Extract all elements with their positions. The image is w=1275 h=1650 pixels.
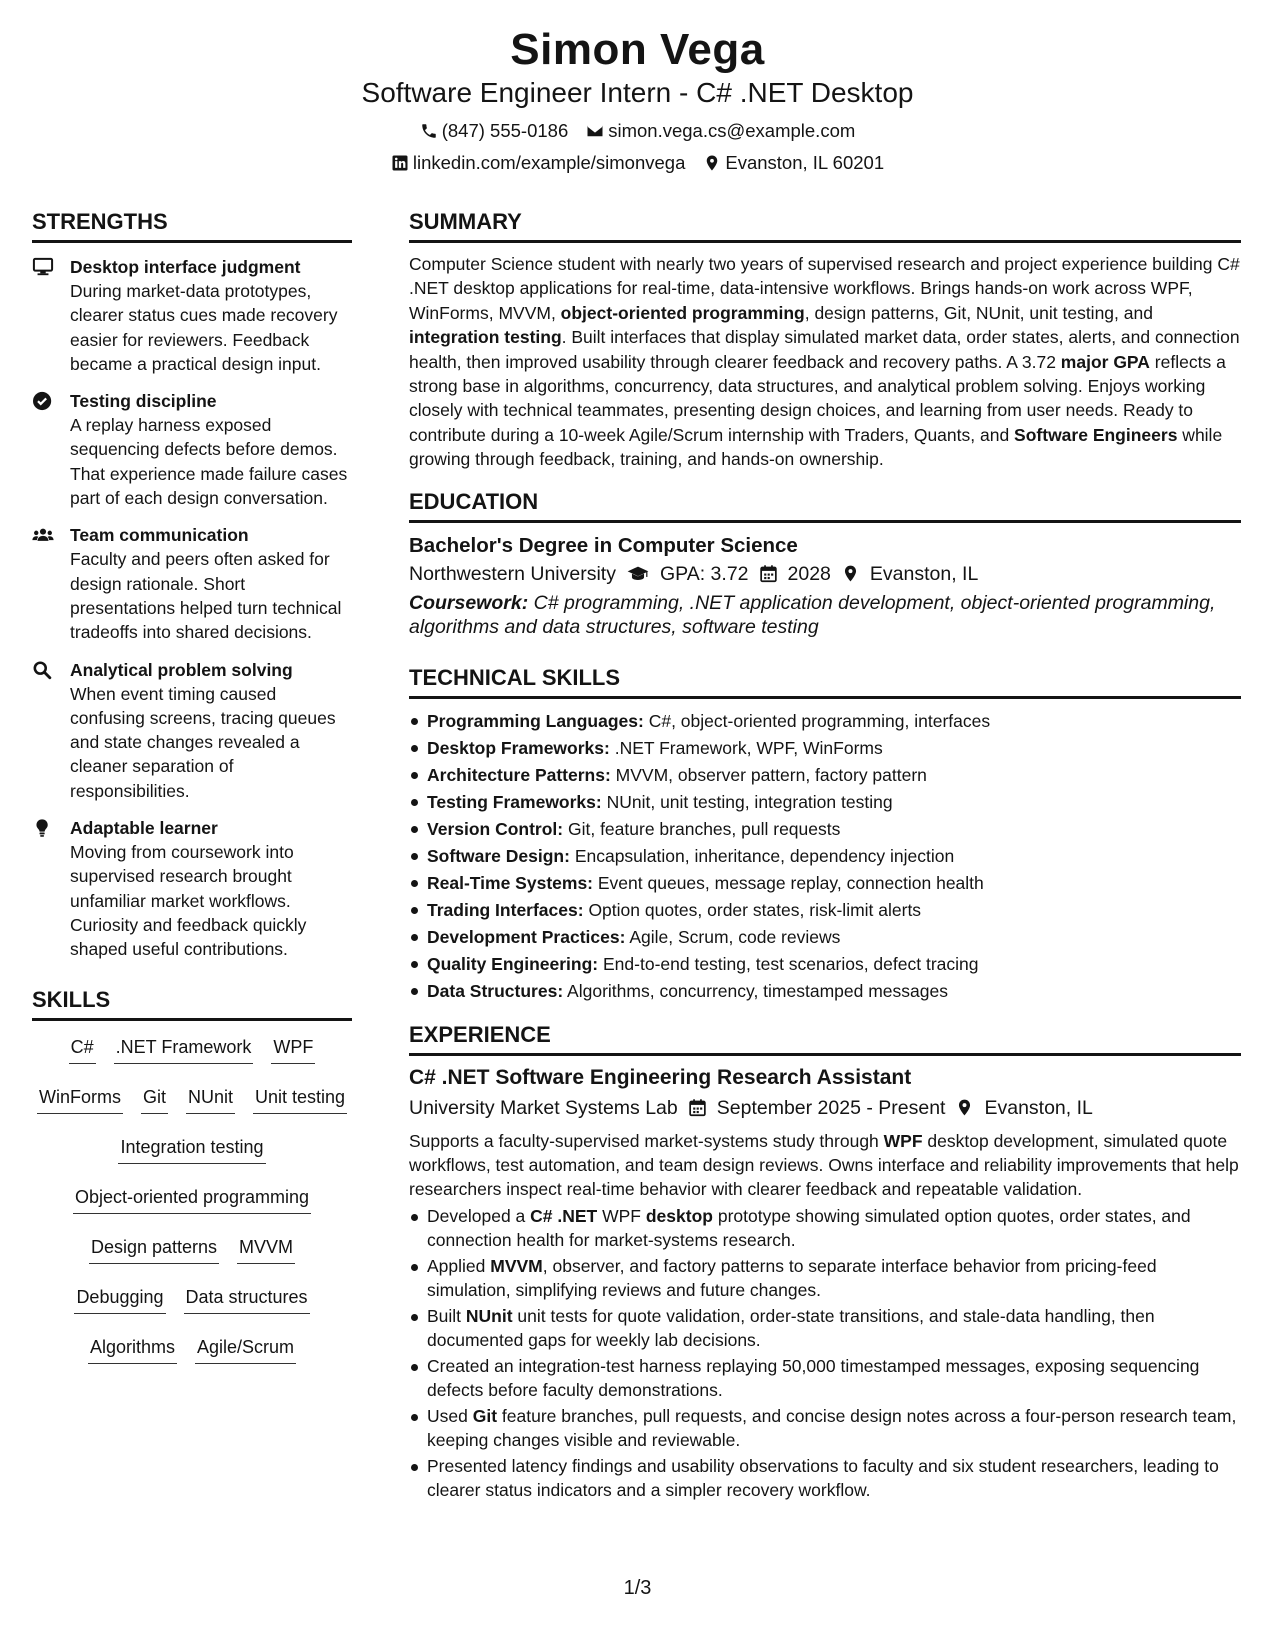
technical-skill-item [409,978,1241,1005]
technical-skill-item [409,924,1241,951]
text-run: prototype showing simulated option quotes, order states, and connection health for market-systems research. [427,1205,1191,1250]
emphasis-text: NUnit [465,1305,513,1326]
technical-skill-item [409,735,1241,762]
skill-category-value: Agile, Scrum, code reviews [625,926,841,947]
technical-skill-item [409,762,1241,789]
right-column [409,208,1241,1504]
experience-bullets [409,1204,1241,1503]
skill-tag: .NET Framework [114,1035,254,1064]
skill-tag-row [32,1035,352,1064]
skill-category-value: Option quotes, order states, risk-limit alerts [583,899,922,920]
skill-category-label: Programming Languages: [427,710,644,731]
contact-line-2 [0,152,1275,174]
skill-category-value: C#, object-oriented programming, interfaces [643,710,991,731]
strength-item [32,816,352,961]
strength-description: Faculty and peers often asked for design rationale. Short presentations helped turn technical tradeoffs into shared decisions. [70,549,342,643]
skill-category-label: Testing Frameworks: [427,791,602,812]
experience-bullet [409,1254,1241,1303]
technical-skill-item [409,789,1241,816]
skill-tag-row [32,1185,352,1214]
education-details [409,559,1241,589]
text-run: Created an integration-test harness replaying 50,000 timestamped messages, exposing sequencing defects before faculty demonstrations. [427,1355,1200,1401]
technical-skill-item [409,816,1241,843]
strength-item [32,658,352,803]
map-pin-icon [703,154,721,172]
skill-tag: Debugging [74,1285,165,1314]
skill-tag: WinForms [37,1085,123,1114]
search-icon [32,660,54,680]
skill-category-label: Desktop Frameworks: [427,737,610,758]
technical-skill-item [409,951,1241,978]
emphasis-text: WPF [883,1130,923,1151]
page-number: 1/3 [623,1577,652,1599]
job-location: Evanston, IL [984,1096,1093,1119]
strength-item [32,389,352,510]
skill-category-value: Event queues, message replay, connection health [593,872,984,893]
skill-category-value: End-to-end testing, test scenarios, defect tracing [598,953,979,974]
emphasis-text: Git [472,1405,498,1426]
skill-category-value: Algorithms, concurrency, timestamped messages [563,980,948,1001]
calendar-icon [688,1098,707,1117]
location-text: Evanston, IL 60201 [725,152,885,173]
emphasis-text: major GPA [1060,351,1150,372]
skill-tag: Agile/Scrum [195,1335,296,1364]
coursework-text: C# programming, .NET application development, object-oriented programming, algorithms and data structures, software testing [409,591,1216,639]
skill-tag: Data structures [184,1285,310,1314]
graduation-cap-icon [626,564,650,583]
linkedin-contact[interactable] [391,152,686,174]
text-run: Used [427,1405,473,1426]
strength-title: Analytical problem solving [70,659,293,680]
phone-contact[interactable] [420,120,569,142]
skill-tag: Object-oriented programming [73,1185,311,1214]
skill-tag-row [32,1135,352,1164]
strength-description: When event timing caused confusing screens, tracing queues and state changes revealed a cleaner separation of responsibilities. [70,683,336,801]
graduation-year: 2028 [787,562,831,585]
text-run: . Built interfaces that display simulated market data, order states, alerts, and connection health, then improved usability through clearer feedback and recovery paths. A 3.72 [409,327,1240,372]
phone-icon [420,122,438,140]
emphasis-text: C# .NET [530,1205,598,1226]
experience-bullet [409,1404,1241,1453]
skill-tag: Git [141,1085,168,1114]
text-run: Applied [427,1255,491,1276]
skill-category-value: Git, feature branches, pull requests [563,818,841,839]
skill-tag-row [32,1235,352,1264]
resume-header [0,24,1275,174]
coursework-label: Coursework: [409,591,529,614]
experience-bullet [409,1354,1241,1403]
technical-skills-list [409,708,1241,1005]
school-name: Northwestern University [409,562,616,585]
skill-category-value: .NET Framework, WPF, WinForms [609,737,883,758]
users-icon [32,525,54,545]
skill-category-value: MVVM, observer pattern, factory pattern [610,764,927,785]
skill-category-label: Trading Interfaces: [427,899,584,920]
strength-title: Desktop interface judgment [70,257,301,277]
skill-category-label: Version Control: [427,818,564,839]
emphasis-text: MVVM [490,1255,543,1276]
summary-paragraph [409,252,1241,472]
text-run: Supports a faculty-supervised market-systems study through [409,1130,884,1151]
education-location: Evanston, IL [869,562,979,585]
experience-heading: EXPERIENCE [409,1021,1241,1056]
emphasis-text: desktop [645,1205,713,1226]
candidate-title: Software Engineer Intern - C# .NET Desktop [361,77,914,108]
skill-tag: Algorithms [88,1335,177,1364]
job-dates: September 2025 - Present [716,1096,946,1119]
strength-title: Adaptable learner [70,818,218,839]
text-run: Developed a [427,1205,531,1226]
job-details [409,1092,1241,1124]
text-run: Built [427,1305,466,1326]
emphasis-text: object-oriented programming [560,302,805,323]
skill-tag: Design patterns [89,1235,219,1264]
candidate-name: Simon Vega [510,25,765,74]
experience-bullet [409,1454,1241,1503]
technical-skills-heading: TECHNICAL SKILLS [409,664,1241,699]
strength-description: Moving from coursework into supervised research brought unfamiliar market workflows. Curiosity and feedback quickly shaped useful contributions. [70,842,307,960]
text-run: reflects a strong base in algorithms, concurrency, data structures, and analytical problem solving. Enjoys working closely with technical teammates, presenting design choices, and learning from user needs. Ready to contribute during a 10-week Agile/Scrum internship with Traders, Quants, and [409,351,1226,445]
strength-item [32,255,352,376]
skill-category-label: Architecture Patterns: [427,764,611,785]
email-contact[interactable] [586,120,855,142]
text-run: , observer, and factory patterns to separate interface behavior from pricing-feed simulation, simplifying reviews and future changes. [427,1255,1157,1300]
text-run: Presented latency findings and usability observations to faculty and six student researchers, leading to clearer status indicators and a simpler recovery workflow. [427,1456,1219,1501]
strength-title: Testing discipline [70,391,217,412]
skill-category-label: Data Structures: [427,980,564,1001]
email-text: simon.vega.cs@example.com [608,120,856,141]
skill-category-value: NUnit, unit testing, integration testing [601,791,893,812]
strengths-list [32,255,352,962]
technical-skill-item [409,870,1241,897]
text-run: feature branches, pull requests, and concise design notes across a four-person research team, keeping changes visible and reviewable. [427,1405,1237,1451]
skill-tag: Integration testing [118,1135,265,1164]
skill-tag: C# [69,1035,96,1064]
strength-item [32,523,352,644]
phone-text: (847) 555-0186 [441,120,569,141]
strength-title: Team communication [70,525,249,546]
emphasis-text: integration testing [409,327,562,348]
summary-heading: SUMMARY [409,208,1241,243]
skill-tag-row [32,1335,352,1364]
gpa-text: GPA: 3.72 [659,562,749,585]
degree-title: Bachelor's Degree in Computer Science [409,533,798,557]
strength-description: A replay harness exposed sequencing defects before demos. That experience made failure cases part of each design conversation. [70,415,348,509]
strength-description: During market-data prototypes, clearer status cues made recovery easier for reviewers. Feedback became a practical design input. [70,281,338,374]
education-heading: EDUCATION [409,488,1241,523]
job-summary [409,1129,1241,1202]
technical-skill-item [409,843,1241,870]
linkedin-icon [391,154,409,172]
skill-category-label: Software Design: [427,845,570,866]
left-column [32,208,352,1385]
lightbulb-icon [32,818,54,838]
skills-heading: SKILLS [32,986,352,1021]
technical-skill-item [409,897,1241,924]
organization-name: University Market Systems Lab [409,1096,678,1119]
text-run: unit tests for quote validation, order-state transitions, and stale-data handling, then documented gaps for weekly lab decisions. [427,1305,1155,1351]
text-run: Computer Science student with nearly two years of supervised research and project experience building C# .NET desktop applications for real-time, data-intensive workflows. Brings hands-on work across WPF, WinForms, MVVM, [409,254,1240,323]
linkedin-text: linkedin.com/example/simonvega [412,152,686,173]
skill-tag: Unit testing [253,1085,347,1114]
map-pin-icon [841,564,860,583]
experience-bullet [409,1204,1241,1253]
coursework [409,591,1241,640]
experience-bullet [409,1304,1241,1353]
skill-category-label: Development Practices: [427,926,626,947]
text-run: while growing through feedback, training, and hands-on ownership. [409,424,1223,470]
strengths-heading: STRENGTHS [32,208,352,243]
location-contact [703,152,884,174]
text-run: desktop development, simulated quote workflows, test automation, and team design reviews. Owns interface and reliability improvements that help researchers inspect real-time behavior with clearer feedback and repeatable validation. [409,1130,1239,1200]
skill-category-value: Encapsulation, inheritance, dependency injection [569,845,955,866]
text-run: WPF [597,1205,646,1226]
emphasis-text: Software Engineers [1014,424,1178,445]
skill-category-label: Quality Engineering: [427,953,599,974]
calendar-icon [759,564,778,583]
technical-skill-item [409,708,1241,735]
job-title: C# .NET Software Engineering Research Assistant [409,1065,912,1089]
skill-tag-row [32,1085,352,1114]
monitor-icon [32,257,54,277]
envelope-icon [586,122,604,140]
skill-tag: WPF [271,1035,315,1064]
skill-tag: NUnit [186,1085,235,1114]
check-circle-icon [32,391,54,411]
contact-line-1 [0,120,1275,142]
skill-category-label: Real-Time Systems: [427,872,594,893]
skill-tag: MVVM [237,1235,295,1264]
map-pin-icon [955,1098,974,1117]
skill-tag-row [32,1285,352,1314]
text-run: , design patterns, Git, NUnit, unit testing, and [804,302,1153,323]
skills-tags [32,1035,352,1364]
